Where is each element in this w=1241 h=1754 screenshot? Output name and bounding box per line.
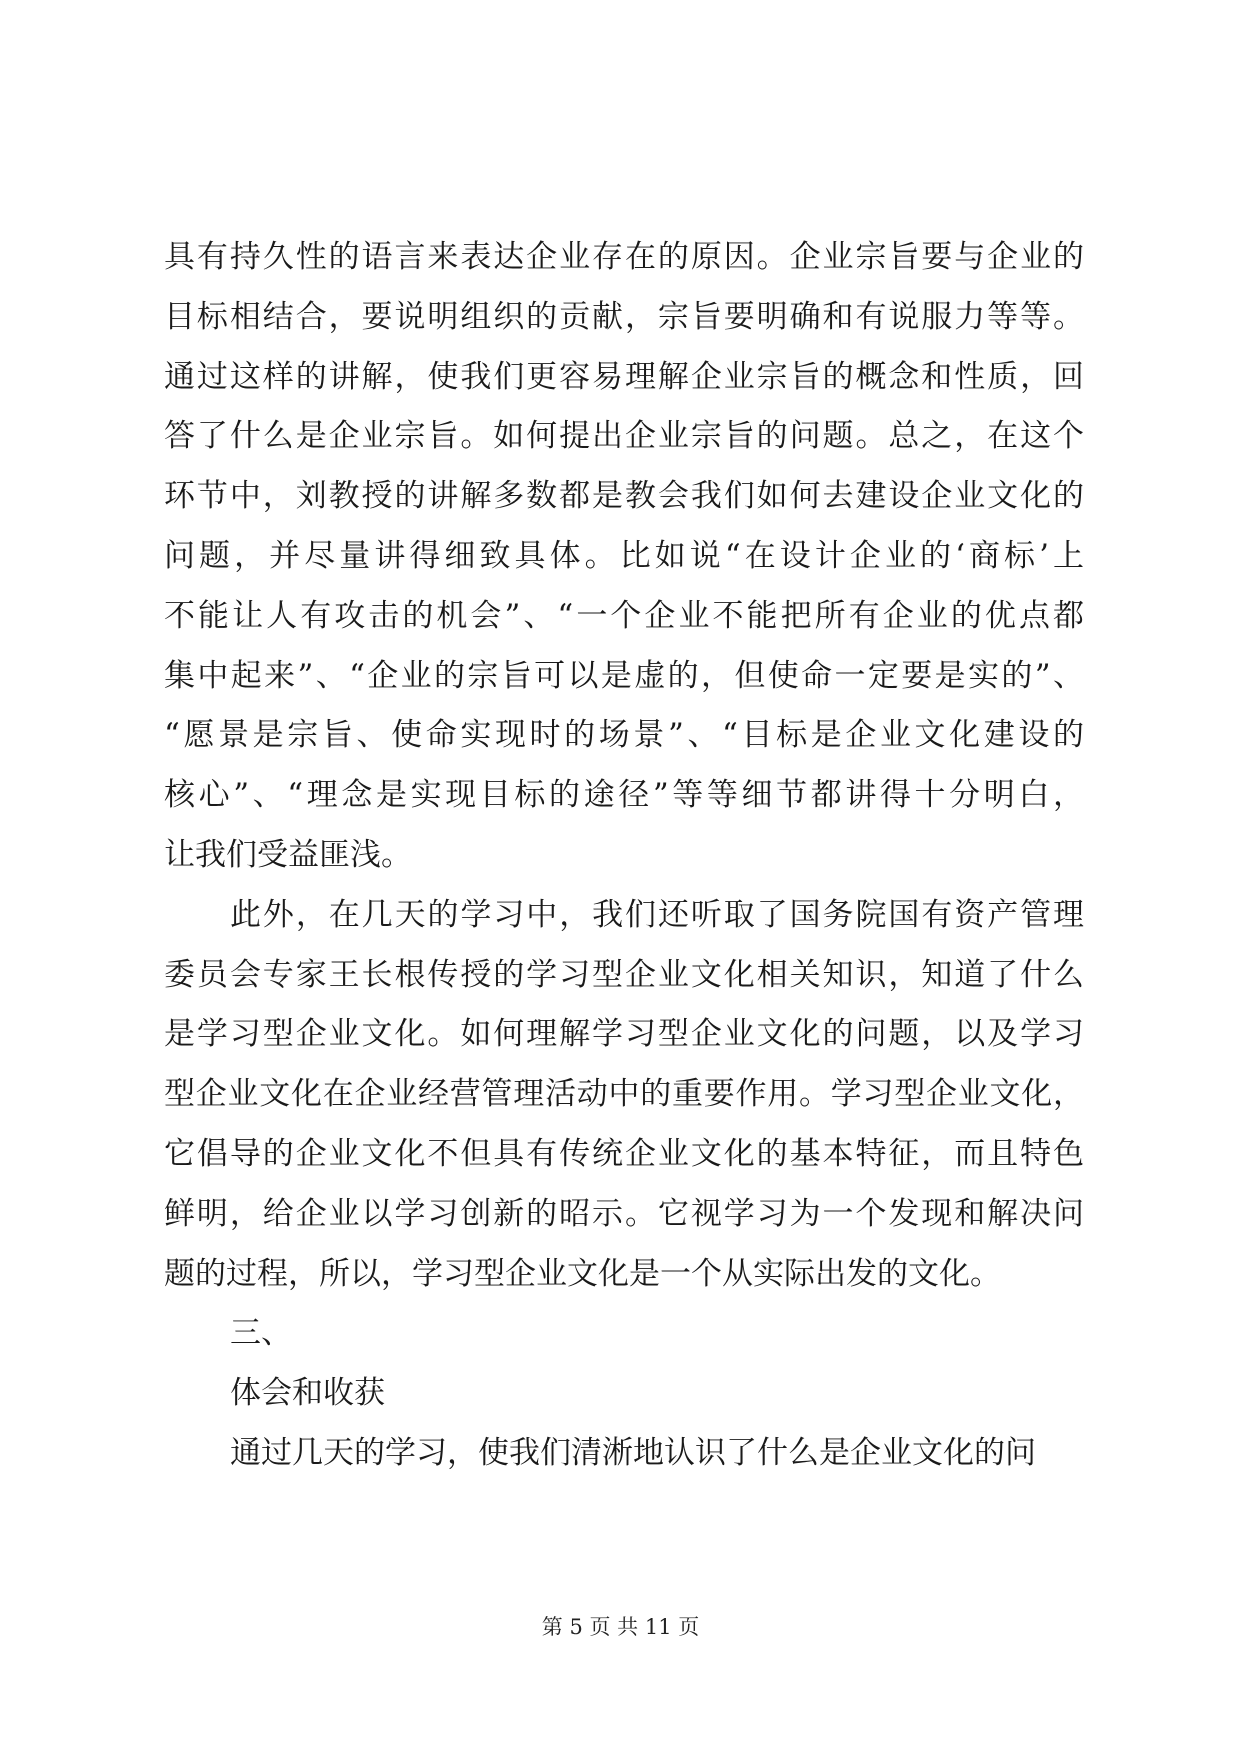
text-line: “愿景是宗旨、使命实现时的场景”、“目标是企业文化建设的 — [164, 717, 1084, 754]
paragraph-first-line: 此外，在几天的学习中，我们还听取了国务院国有资产管理 — [230, 896, 1084, 933]
text-line: 环节中，刘教授的讲解多数都是教会我们如何去建设企业文化的 — [164, 478, 1084, 515]
text-line: 具有持久性的语言来表达企业存在的原因。企业宗旨要与企业的 — [164, 239, 1084, 275]
section-number: 三、 — [230, 1315, 292, 1352]
text-line: 它倡导的企业文化不但具有传统企业文化的基本特征，而且特色 — [164, 1135, 1084, 1172]
text-line: 集中起来”、“企业的宗旨可以是虚的，但使命一定要是实的”、 — [164, 657, 1084, 694]
section-heading: 体会和收获 — [230, 1375, 385, 1412]
text-line: 题的过程，所以，学习型企业文化是一个从实际出发的文化。 — [164, 1255, 1001, 1292]
body-text — [164, 228, 1084, 1484]
text-line: 核心”、“理念是实现目标的途径”等等细节都讲得十分明白， — [164, 777, 1084, 814]
text-line: 目标相结合，要说明组织的贡献，宗旨要明确和有说服力等等。 — [164, 298, 1084, 335]
text-line: 是学习型企业文化。如何理解学习型企业文化的问题，以及学习 — [164, 1016, 1084, 1053]
text-line: 通过这样的讲解，使我们更容易理解企业宗旨的概念和性质，回 — [164, 358, 1084, 395]
paragraph-first-line: 通过几天的学习，使我们清淅地认识了什么是企业文化的问 — [230, 1434, 1036, 1471]
text-line: 问题，并尽量讲得细致具体。比如说“在设计企业的‘商标’上 — [164, 537, 1084, 574]
text-line: 型企业文化在企业经营管理活动中的重要作用。学习型企业文化， — [164, 1076, 1084, 1113]
text-line: 答了什么是企业宗旨。如何提出企业宗旨的问题。总之，在这个 — [164, 418, 1084, 455]
text-line: 鲜明，给企业以学习创新的昭示。它视学习为一个发现和解决问 — [164, 1195, 1084, 1232]
page-number-footer: 第 5 页 共 11 页 — [541, 1615, 700, 1639]
text-line: 不能让人有攻击的机会”、“一个企业不能把所有企业的优点都 — [164, 597, 1084, 634]
text-line: 让我们受益匪浅。 — [164, 836, 412, 873]
text-line: 委员会专家王长根传授的学习型企业文化相关知识，知道了什么 — [164, 956, 1084, 993]
